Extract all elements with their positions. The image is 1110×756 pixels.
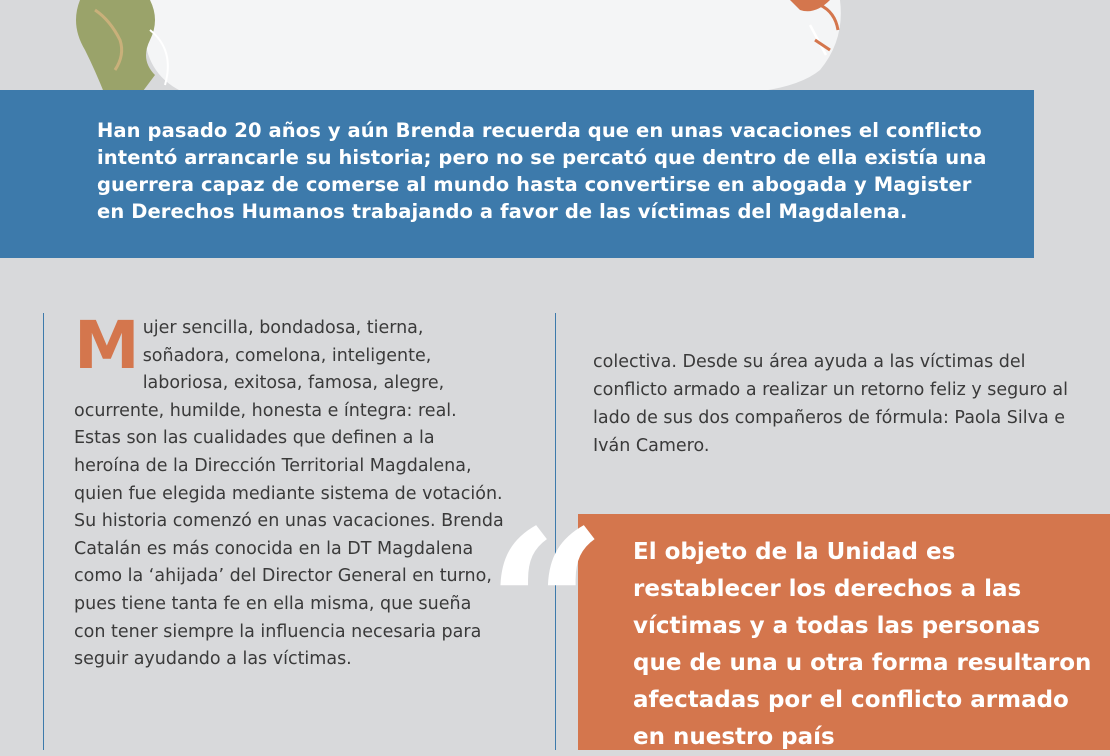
article-paragraph-1 <box>74 307 504 508</box>
article-left-column <box>74 307 504 674</box>
left-column-rule <box>43 313 44 750</box>
intro-text: Han pasado 20 años y aún Brenda recuerda que en unas vacaciones el conflicto intentó arrancarle su historia; pero no se percató que dentro de ella existía una guerrera capaz de comerse al mundo hasta convertirse en abogada y Magister en Derechos Humanos trabajando a favor de las víctimas del Magdalena. <box>97 119 987 223</box>
paragraph-1-text: ujer sencilla, bondadosa, tierna, soñadora, comelona, inteligente, laboriosa, exitosa, famosa, alegre, ocurrente, humilde, honesta e íntegra: real. Estas son las cualidades que definen a la heroína de la Dirección Territorial Magdalena, quien fue elegida mediante sistema de votación. <box>74 318 503 504</box>
pull-quote-text: El objeto de la Unidad es restablecer los derechos a las víctimas y a todas las personas que de una u otra forma resultaron afectadas por el conflicto armado en nuestro país <box>633 539 1092 750</box>
hero-illustration <box>0 0 1110 95</box>
drop-cap: M <box>74 307 140 384</box>
article-right-column: colectiva. Desde su área ayuda a las víctimas del conflicto armado a realizar un retorno feliz y seguro al lado de sus dos compañeros de fórmula: Paola Silva e Iván Camero. <box>593 352 1069 456</box>
article-paragraph-2: Su historia comenzó en unas vacaciones. Brenda Catalán es más conocida en la DT Magdalena como la ‘ahijada’ del Director General en turno, pues tiene tanta fe en ella misma, que sueña con tener siempre la influencia necesaria para seguir ayudando a las víctimas. <box>74 511 504 670</box>
quote-mark: “ <box>486 484 607 731</box>
